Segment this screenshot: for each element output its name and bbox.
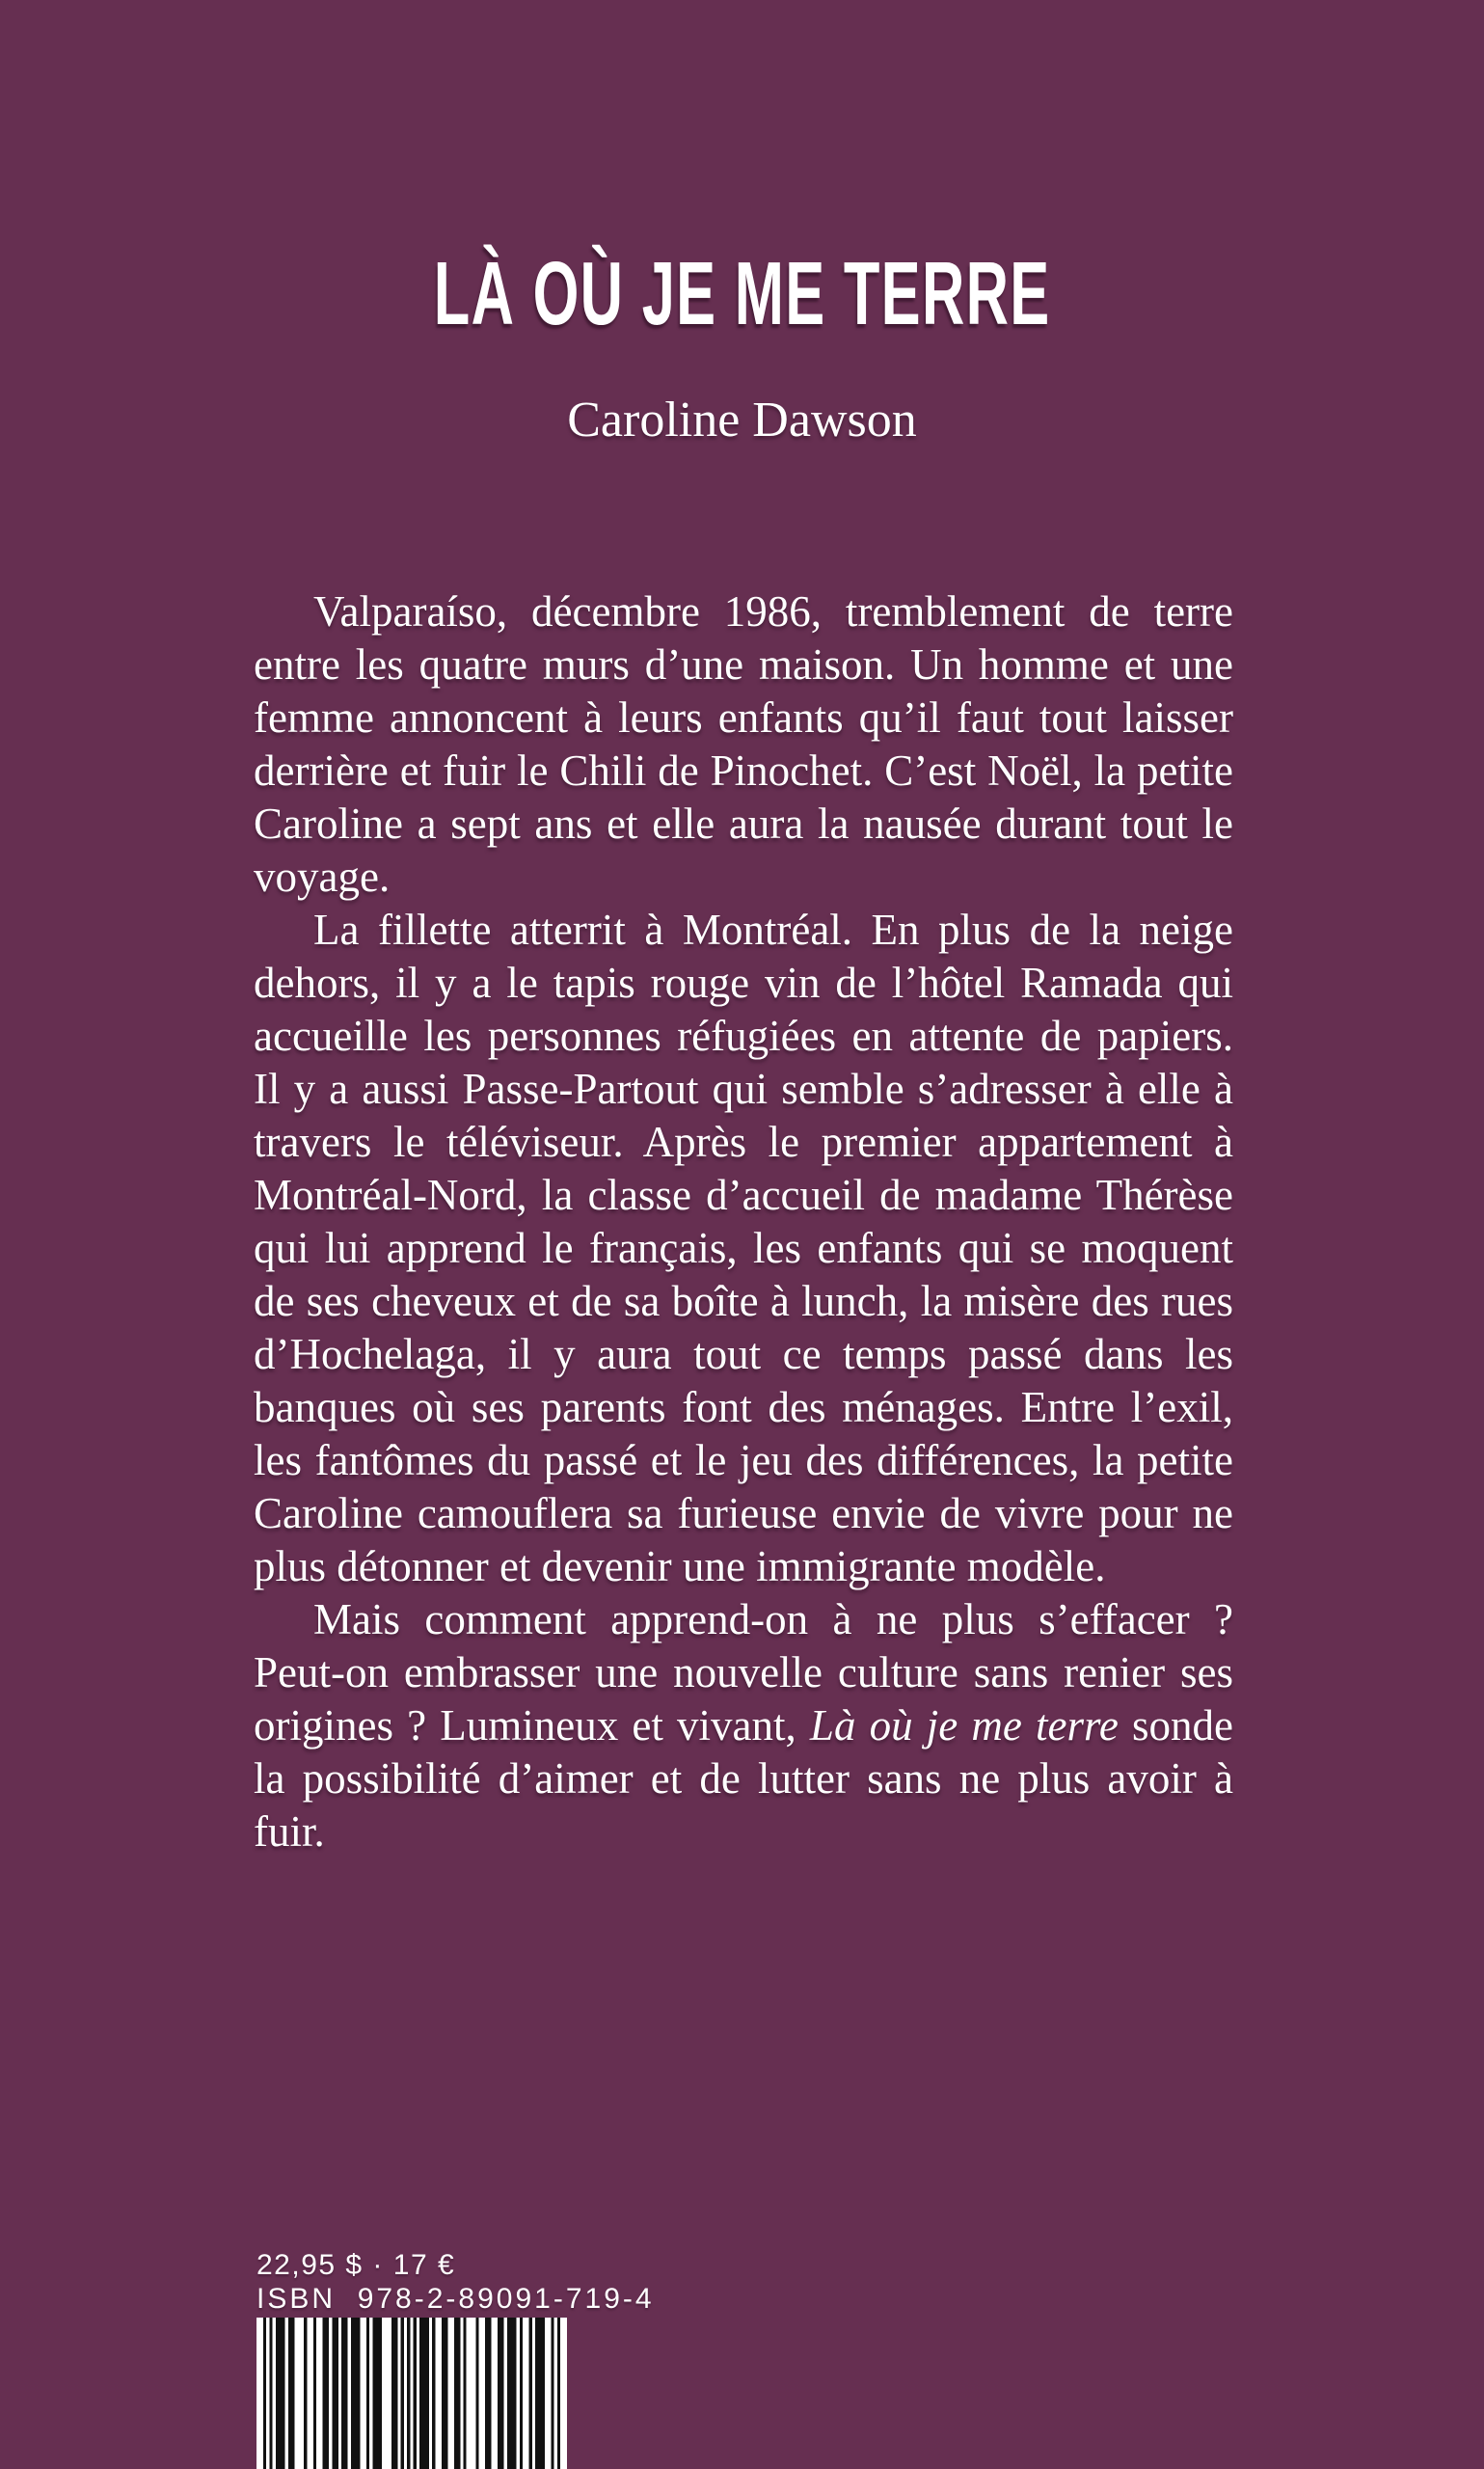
synopsis-book-title-italic: Là où je me terre (809, 1701, 1119, 1750)
synopsis-paragraph-1: Valparaíso, décembre 1986, tremblement de terre entre les quatre murs d’une maison. Un homme et une femme annoncent à leurs enfants qu’il faut tout laisser derrière et fuir le Chili de Pinochet. C’est Noël, la petite Caroline a sept ans et elle aura la nausée durant tout le voyage. (254, 587, 1233, 901)
isbn-label: ISBN 978-2-89091-719-4 (256, 2283, 655, 2315)
ean-barcode (256, 2318, 567, 2469)
book-title (0, 243, 1484, 343)
synopsis-text-segment: sonde la possibilité d’aimer et de lutter sans ne plus avoir à fuir. (254, 1701, 1233, 1856)
book-title-text: LÀ OÙ JE ME TERRE (433, 243, 1051, 343)
synopsis-paragraph-2: La fillette atterrit à Montréal. En plus de la neige dehors, il y a le tapis rouge vin de l’hôtel Ramada qui accueille les personnes réfugiées en attente de papiers. Il y a aussi Passe-Partout qui semble s’adresser à elle à travers le téléviseur. Après le premier appartement à Montréal-Nord, la classe d’accueil de madame Thérèse qui lui apprend le français, les enfants qui se moquent de ses cheveux et de sa boîte à lunch, la misère des rues d’Hochelaga, il y aura tout ce temps passé dans les banques où ses parents font des ménages. Entre l’exil, les fantômes du passé et le jeu des différences, la petite Caroline camouflera sa furieuse envie de vivre pour ne plus détonner et devenir une immigrante modèle. (254, 906, 1233, 1590)
price-label: 22,95 $ · 17 € (256, 2249, 456, 2281)
ean-barcode-bars (263, 2318, 560, 2469)
author-name: Caroline Dawson (567, 393, 917, 448)
synopsis (254, 585, 1233, 1859)
synopsis-paragraph-3 (254, 1593, 1233, 1859)
synopsis-text-segment: Mais comment apprend-on à ne plus s’effacer ? Peut-on embrasser une nouvelle culture sans renier ses origines ? Lumineux et vivant, (254, 1595, 1233, 1750)
